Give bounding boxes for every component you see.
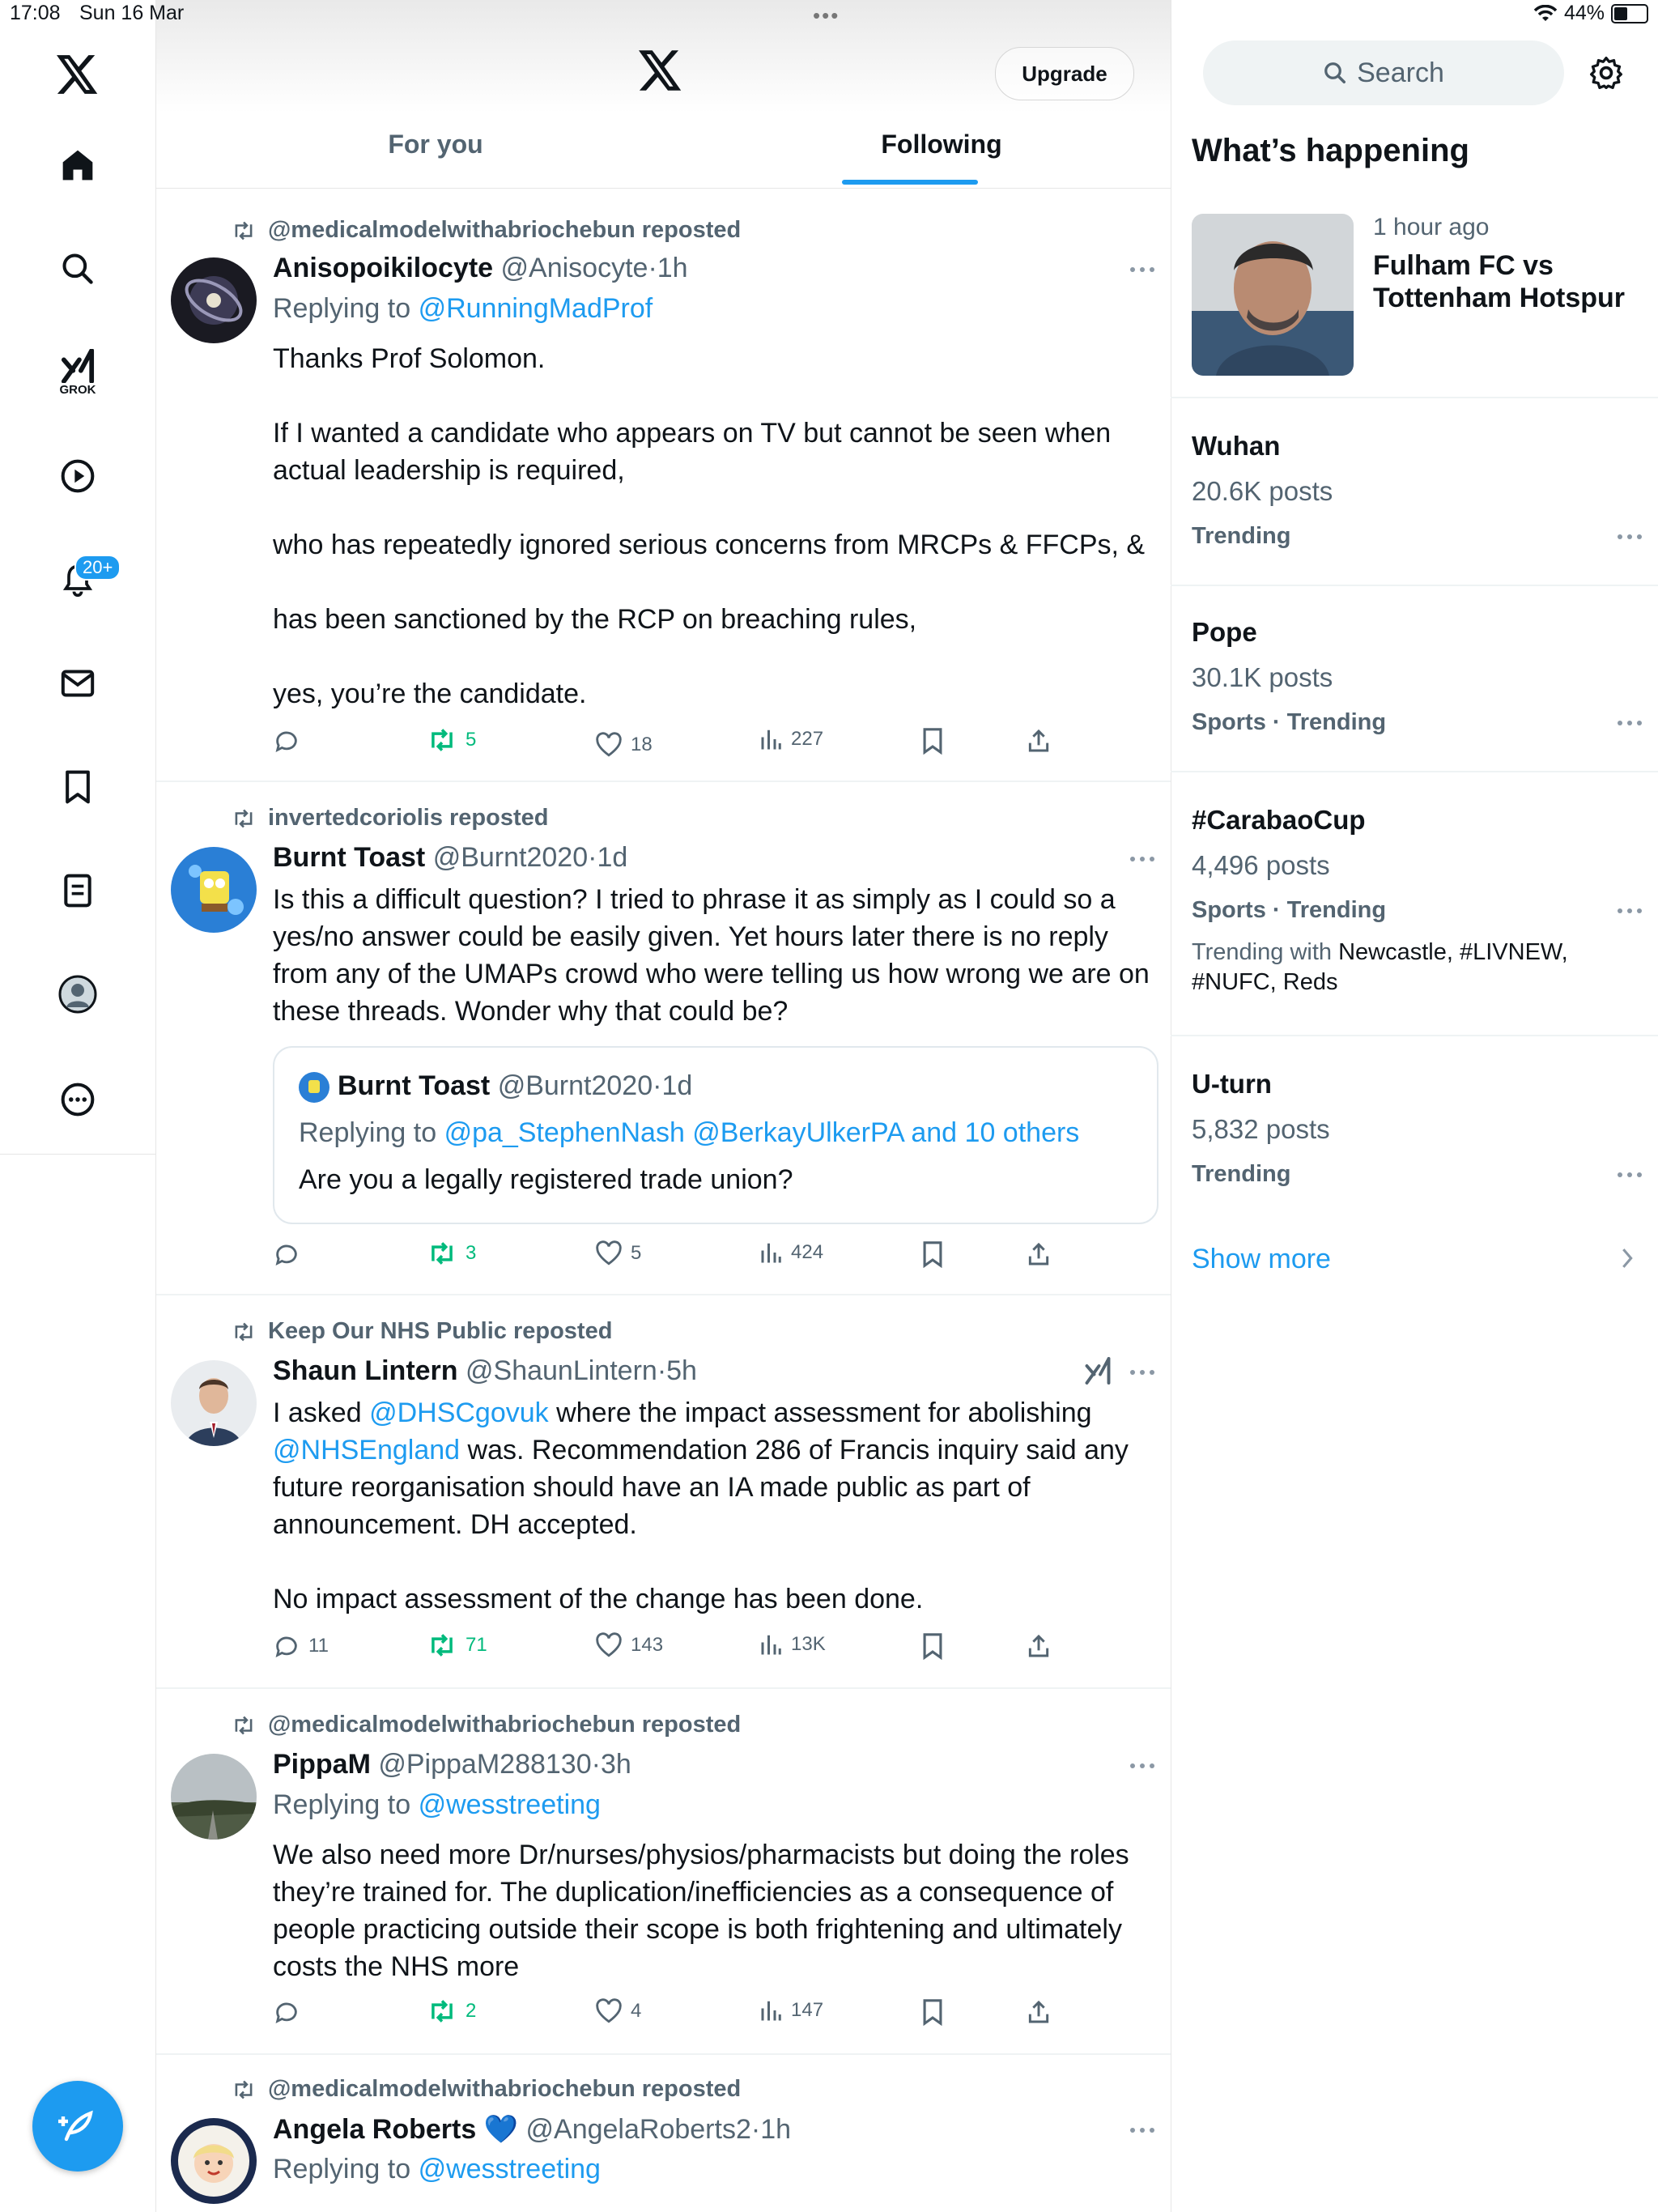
bookmark-icon xyxy=(920,1998,945,2026)
post[interactable] xyxy=(156,2053,1171,2212)
trend-item[interactable] xyxy=(1171,772,1658,1036)
author-name[interactable]: Shaun Lintern xyxy=(273,1355,458,1386)
post-actions xyxy=(273,1240,1082,1273)
avatar[interactable] xyxy=(171,2118,257,2204)
quote-author-handle: @Burnt2020 xyxy=(497,1070,653,1101)
grok-label: GROK xyxy=(59,382,96,397)
mention-link[interactable]: @NHSEngland xyxy=(273,1435,461,1465)
views-count: 227 xyxy=(791,728,824,750)
like-count: 18 xyxy=(631,734,653,755)
post-text: Is this a difficult question? I tried to phrase it as simply as I could so a yes/no answer could be easily given. Yet hours later there is no reply from any of the UMAPs crowd who were telling us how wrong we are on these threads. Wonder why that could be? xyxy=(273,884,1150,1027)
bookmark-button[interactable] xyxy=(920,1998,945,2026)
author-handle[interactable]: @Burnt2020 xyxy=(432,842,589,873)
trend-name: Wuhan xyxy=(1192,431,1281,461)
heart-icon xyxy=(595,1632,623,1658)
battery-percent: 44% xyxy=(1563,2,1605,24)
bookmark-icon xyxy=(920,1632,945,1660)
replying-to-link[interactable]: @pa_StephenNash @BerkayUlkerPA and 10 others xyxy=(444,1117,1080,1148)
reply-icon xyxy=(273,727,300,755)
views-chart-icon xyxy=(759,727,783,751)
repost-by: @medicalmodelwithabriochebun reposted xyxy=(268,1712,742,1738)
avatar[interactable] xyxy=(171,1360,257,1446)
repost-button[interactable] xyxy=(427,1240,476,1266)
trend-more-icon[interactable] xyxy=(1616,1171,1643,1179)
post-actions xyxy=(273,727,1082,759)
grok-icon xyxy=(58,349,97,383)
like-count: 5 xyxy=(631,1242,642,1264)
mention-link[interactable]: @DHSCgovuk xyxy=(369,1397,549,1428)
featured-event-image xyxy=(1192,214,1354,376)
repost-count: 71 xyxy=(466,1634,487,1656)
dot-separator: · xyxy=(591,1749,601,1780)
settings-gear-icon[interactable] xyxy=(1588,55,1624,91)
reply-icon xyxy=(273,1632,300,1660)
notifications-badge: 20+ xyxy=(74,555,121,581)
trend-more-icon[interactable] xyxy=(1616,907,1643,915)
trend-category: Sports · Trending xyxy=(1192,709,1387,735)
repost-icon xyxy=(427,727,457,753)
bookmarks-icon[interactable] xyxy=(52,761,104,813)
home-icon[interactable] xyxy=(52,139,104,191)
views-button[interactable] xyxy=(759,727,823,751)
active-tab-indicator xyxy=(842,180,978,185)
post-actions xyxy=(273,1998,1082,2031)
author-handle[interactable]: @ShaunLintern xyxy=(466,1355,657,1386)
post-text-part: was. Recommendation 286 of Francis inquiry said any future reorganisation should have an IA made public as part of announcement. DH accepted. No impact assessment of the change has been done. xyxy=(273,1435,1129,1614)
share-icon xyxy=(1026,727,1052,755)
like-button[interactable] xyxy=(595,1998,641,2024)
post-text: We also need more Dr/nurses/physios/pharmacists but doing the roles they’re trained for. The duplication/inefficiencies as a consequence of people practicing outside their scope is both frightening and ultimately costs the NHS more xyxy=(273,1840,1129,1982)
left-nav xyxy=(0,0,155,1155)
post-text xyxy=(273,1394,1155,1618)
bookmark-button[interactable] xyxy=(920,727,945,755)
like-button[interactable] xyxy=(595,1240,641,1266)
trend-more-icon[interactable] xyxy=(1616,533,1643,541)
views-chart-icon xyxy=(759,1240,783,1265)
quote-text: Are you a legally registered trade union? xyxy=(299,1164,793,1195)
like-count: 143 xyxy=(631,1634,664,1656)
post-more-icon[interactable] xyxy=(1129,2126,1156,2134)
show-more-link[interactable] xyxy=(1171,1223,1658,1295)
replying-to xyxy=(273,293,653,325)
like-button[interactable] xyxy=(595,1632,663,1658)
repost-count: 5 xyxy=(466,729,477,751)
status-bar xyxy=(0,0,1658,32)
repost-line xyxy=(231,217,741,244)
status-indicators xyxy=(1533,2,1648,25)
views-count: 13K xyxy=(791,1633,826,1655)
post[interactable] xyxy=(156,781,1171,1295)
repost-by: @medicalmodelwithabriochebun reposted xyxy=(268,2076,742,2102)
repost-small-icon xyxy=(231,2079,257,2100)
repost-small-icon xyxy=(231,1321,257,1342)
repost-count: 2 xyxy=(466,2000,477,2022)
repost-button[interactable] xyxy=(427,1998,476,2024)
battery-level xyxy=(1614,7,1627,20)
messages-envelope-icon[interactable] xyxy=(52,657,104,709)
repost-count: 3 xyxy=(466,1242,477,1264)
whats-happening-title: What’s happening xyxy=(1192,133,1469,168)
post-header xyxy=(273,842,627,874)
reply-icon xyxy=(273,1240,300,1268)
x-logo-icon[interactable] xyxy=(52,49,104,100)
bookmark-icon xyxy=(920,1240,945,1268)
repost-by: invertedcoriolis reposted xyxy=(268,805,549,831)
views-button[interactable] xyxy=(759,1240,823,1265)
post-time: 5h xyxy=(666,1355,697,1386)
quote-replying-to xyxy=(299,1117,1079,1149)
bookmark-button[interactable] xyxy=(920,1632,945,1660)
trending-with-topics[interactable]: Newcastle, #LIVNEW, #NUFC, Reds xyxy=(1192,939,1568,995)
replying-to xyxy=(273,1789,601,1821)
video-play-icon[interactable] xyxy=(52,450,104,502)
heart-icon xyxy=(595,732,623,758)
quote-avatar xyxy=(299,1072,329,1103)
quoted-post[interactable] xyxy=(273,1046,1158,1224)
compose-feather-icon xyxy=(58,2107,97,2146)
more-options-icon[interactable] xyxy=(52,1074,104,1125)
trend-count: 30.1K posts xyxy=(1192,662,1333,692)
post-more-icon[interactable] xyxy=(1129,855,1156,863)
wifi-icon xyxy=(1533,5,1558,23)
replying-prefix: Replying to xyxy=(273,2154,411,2184)
replying-to xyxy=(273,2154,601,2185)
status-date: Sun 16 Mar xyxy=(79,2,185,24)
quote-author-name: Burnt Toast xyxy=(338,1070,491,1101)
author-handle[interactable]: @Anisocyte xyxy=(500,253,648,283)
repost-by: @medicalmodelwithabriochebun reposted xyxy=(268,217,742,243)
share-icon xyxy=(1026,1998,1052,2026)
trending-with-prefix: Trending with xyxy=(1192,939,1333,965)
share-button[interactable] xyxy=(1026,1632,1052,1660)
post-text-part: where the impact assessment for abolishing xyxy=(548,1397,1092,1428)
dot-separator: · xyxy=(648,253,657,283)
repost-icon xyxy=(427,1240,457,1266)
heart-icon xyxy=(595,1240,623,1266)
compose-post-button[interactable] xyxy=(32,2081,123,2172)
reply-button[interactable] xyxy=(273,1632,329,1660)
bookmark-icon xyxy=(920,727,945,755)
post-more-icon[interactable] xyxy=(1129,1762,1156,1770)
trend-item[interactable] xyxy=(1171,397,1658,586)
dot-separator: · xyxy=(657,1355,667,1386)
repost-button[interactable] xyxy=(427,1632,487,1658)
avatar[interactable] xyxy=(171,847,257,933)
heart-icon xyxy=(595,1998,623,2024)
share-button[interactable] xyxy=(1026,1998,1052,2026)
reply-button[interactable] xyxy=(273,727,308,755)
dot-separator: · xyxy=(750,2114,761,2145)
dot-separator: · xyxy=(588,842,597,873)
post-time: 3h xyxy=(600,1749,631,1780)
featured-time: 1 hour ago xyxy=(1373,214,1490,240)
trend-count: 4,496 posts xyxy=(1192,850,1330,880)
post-header xyxy=(273,1355,697,1387)
post[interactable] xyxy=(156,196,1171,782)
trending-with xyxy=(1192,938,1621,998)
trend-item[interactable] xyxy=(1171,585,1658,772)
views-count: 147 xyxy=(791,1999,824,2021)
repost-icon xyxy=(427,1998,457,2024)
dot-separator: · xyxy=(653,1070,662,1101)
repost-icon xyxy=(427,1632,457,1658)
avatar[interactable] xyxy=(171,1754,257,1840)
reply-button[interactable] xyxy=(273,1240,308,1268)
author-handle[interactable]: @AngelaRoberts2 xyxy=(525,2114,751,2145)
post[interactable] xyxy=(156,1294,1171,1689)
repost-small-icon xyxy=(231,1715,257,1736)
share-icon xyxy=(1026,1632,1052,1660)
lists-icon[interactable] xyxy=(52,865,104,917)
post-header xyxy=(273,1749,631,1780)
trend-category: Trending xyxy=(1192,523,1291,549)
reply-icon xyxy=(273,1998,300,2026)
post-time: 1h xyxy=(760,2114,792,2145)
profile-icon[interactable] xyxy=(52,968,104,1020)
repost-line xyxy=(231,1712,741,1738)
repost-small-icon xyxy=(231,220,257,241)
replying-to-link[interactable]: @wesstreeting xyxy=(418,1789,601,1820)
post-time: 1d xyxy=(597,842,628,873)
trend-name: #CarabaoCup xyxy=(1192,805,1366,835)
quote-header xyxy=(338,1070,692,1102)
reply-count: 11 xyxy=(308,1635,329,1657)
post-more-icon[interactable] xyxy=(1129,266,1156,274)
featured-event[interactable] xyxy=(1171,212,1658,382)
reply-button[interactable] xyxy=(273,1998,308,2026)
like-count: 4 xyxy=(631,2000,642,2022)
trend-count: 20.6K posts xyxy=(1192,476,1333,506)
search-placeholder: Search xyxy=(1357,57,1444,88)
explore-search-icon[interactable] xyxy=(52,243,104,295)
multitasking-dots-icon[interactable]: ••• xyxy=(813,3,840,28)
trend-count: 5,832 posts xyxy=(1192,1114,1330,1144)
show-more-label: Show more xyxy=(1192,1244,1331,1274)
status-time: 17:08 xyxy=(10,2,61,24)
trend-category: Trending xyxy=(1192,1161,1291,1187)
views-chart-icon xyxy=(759,1998,783,2023)
post-actions xyxy=(273,1632,1082,1665)
author-name[interactable]: Angela Roberts xyxy=(273,2114,477,2145)
search-box[interactable] xyxy=(1203,40,1564,105)
right-sidebar xyxy=(1171,0,1658,2212)
views-button[interactable] xyxy=(759,1998,823,2023)
post-header xyxy=(273,253,688,284)
share-icon xyxy=(1026,1240,1052,1268)
replying-prefix: Replying to xyxy=(299,1117,437,1148)
replying-to-link[interactable]: @wesstreeting xyxy=(418,2154,601,2184)
post-text: Thanks Prof Solomon. If I wanted a candidate who appears on TV but cannot be seen when actual leadership is required, who has repeatedly ignored serious concerns from MRCPs & FFCPs, & has been sanctioned by the RCP on breaching rules, yes, you’re the candidate. xyxy=(273,343,1146,709)
share-button[interactable] xyxy=(1026,1240,1052,1268)
tab-for-you[interactable]: For you xyxy=(388,130,483,159)
post[interactable] xyxy=(156,1687,1171,2055)
trend-item[interactable] xyxy=(1171,1036,1658,1223)
post-text-part: I asked xyxy=(273,1397,370,1428)
author-handle[interactable]: @PippaM288130 xyxy=(378,1749,592,1780)
post-more-icon[interactable] xyxy=(1129,1368,1156,1376)
repost-button[interactable] xyxy=(427,727,476,753)
author-name[interactable]: Burnt Toast xyxy=(273,842,426,873)
avatar[interactable] xyxy=(171,257,257,343)
trend-more-icon[interactable] xyxy=(1616,719,1643,727)
trend-name: Pope xyxy=(1192,617,1257,647)
featured-title: Fulham FC vs Tottenham Hotspur xyxy=(1373,250,1626,313)
bookmark-button[interactable] xyxy=(920,1240,945,1268)
views-button[interactable] xyxy=(759,1632,826,1657)
repost-line xyxy=(231,2076,741,2103)
grok-post-icon[interactable] xyxy=(1083,1357,1112,1385)
trend-category: Sports · Trending xyxy=(1192,897,1387,923)
repost-small-icon xyxy=(231,808,257,829)
post-header xyxy=(273,2113,791,2146)
like-button[interactable] xyxy=(595,732,653,758)
views-count: 424 xyxy=(791,1241,824,1263)
repost-by: Keep Our NHS Public reposted xyxy=(268,1318,613,1344)
timeline xyxy=(155,0,1171,2212)
x-header-logo-icon[interactable] xyxy=(639,50,682,91)
author-name[interactable]: PippaM xyxy=(273,1749,371,1780)
replying-to-link[interactable]: @RunningMadProf xyxy=(418,293,653,324)
blue-heart-emoji: 💙 xyxy=(483,2114,519,2145)
chevron-right-icon xyxy=(1621,1247,1634,1270)
quote-time: 1d xyxy=(661,1070,693,1101)
repost-line xyxy=(231,805,549,832)
post-time: 1h xyxy=(657,253,688,283)
views-chart-icon xyxy=(759,1632,783,1657)
replying-prefix: Replying to xyxy=(273,293,411,324)
replying-prefix: Replying to xyxy=(273,1789,411,1820)
author-name[interactable]: Anisopoikilocyte xyxy=(273,253,494,283)
search-icon xyxy=(1323,61,1347,85)
upgrade-button[interactable]: Upgrade xyxy=(995,47,1134,100)
repost-line xyxy=(231,1318,612,1345)
share-button[interactable] xyxy=(1026,727,1052,755)
trend-name: U-turn xyxy=(1192,1069,1272,1099)
grok-nav[interactable] xyxy=(52,340,104,405)
tab-following[interactable]: Following xyxy=(881,130,1002,159)
battery-icon xyxy=(1611,4,1648,23)
